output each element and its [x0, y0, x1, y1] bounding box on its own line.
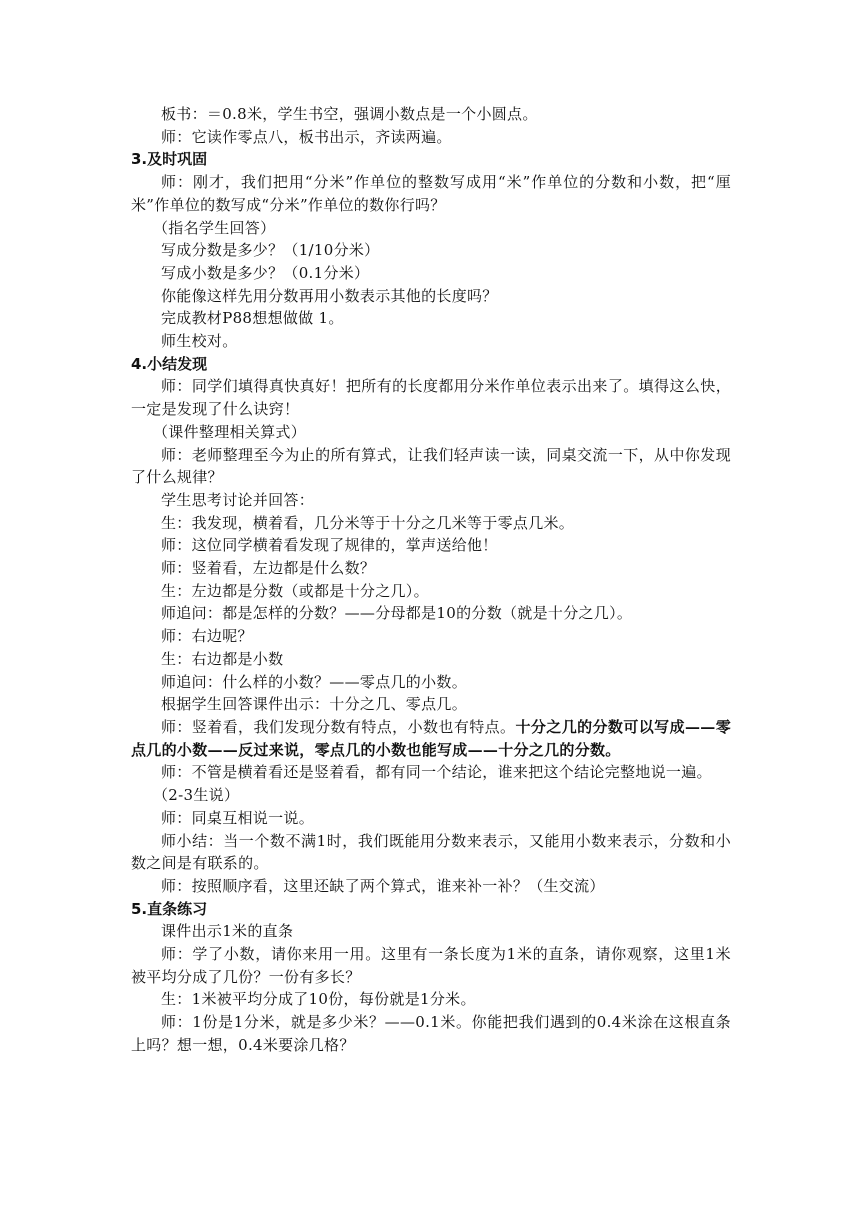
student-line: 生：左边都是分数（或都是十分之几）。	[161, 581, 429, 600]
exercise-line: 完成教材P88想想做做 1。	[161, 309, 344, 328]
board-writing-line: 板书：＝0.8米，学生书空，强调小数点是一个小圆点。	[161, 105, 538, 123]
question-line: 写成小数是多少？（0.1分米）	[161, 263, 370, 282]
section-heading-3: 3.及时巩固	[131, 150, 208, 169]
teacher-line: 师：按照顺序看，这里还缺了两个算式，谁来补一补？（生交流）	[161, 876, 605, 895]
student-line: 生：1米被平均分成了10份，每份就是1分米。	[161, 990, 476, 1009]
teacher-paragraph: 师：1份是1分米，就是多少米？——0.1米。你能把我们遇到的0.4米涂在这根直条上吗？想一想，0.4米要涂几格？	[131, 1013, 731, 1054]
section-heading-5: 5.直条练习	[131, 899, 208, 918]
teacher-line: 师：右边呢？	[161, 627, 253, 646]
student-line: 生：右边都是小数	[161, 649, 284, 668]
conclusion-bold: 十分之几的分数可以写成——零点几的小数——反过来说，零点几的小数也能写成——十分之几的分数。	[131, 717, 732, 759]
note-line: （指名学生回答）	[153, 218, 276, 237]
teacher-paragraph: 师：老师整理至今为止的所有算式，让我们轻声读一读，同桌交流一下，从中你发现了什么规律？	[131, 445, 731, 487]
teacher-line: 师：竖着看，左边都是什么数？	[161, 559, 376, 578]
teacher-line: 师：这位同学横着看发现了规律的，掌声送给他！	[161, 536, 498, 555]
courseware-line: 根据学生回答课件出示：十分之几、零点几。	[161, 695, 468, 714]
summary-paragraph: 师小结：当一个数不满1时，我们既能用分数来表示，又能用小数来表示，分数和小数之间是有联系的。	[131, 831, 731, 873]
teacher-line: 师追问：什么样的小数？——零点几的小数。	[161, 672, 468, 691]
teacher-paragraph: 师：同学们填得真快真好！把所有的长度都用分米作单位表示出来了。填得这么快，一定是发现了什么诀窍！	[131, 377, 731, 419]
teacher-paragraph: 师：不管是横着看还是竖着看，都有同一个结论，谁来把这个结论完整地说一遍。	[161, 763, 712, 782]
teacher-paragraph: 师：刚才，我们把用“分米”作单位的整数写成用“米”作单位的分数和小数，把“厘米”作单位的数写成“分米”作单位的数你行吗？	[131, 173, 731, 214]
section-heading-4: 4.小结发现	[131, 354, 208, 373]
document-page	[131, 103, 731, 1057]
student-line: 生：我发现，横着看，几分米等于十分之几米等于零点几米。	[161, 513, 575, 532]
teacher-line: 师：它读作零点八，板书出示，齐读两遍。	[161, 127, 452, 146]
note-line: （课件整理相关算式）	[153, 422, 307, 441]
teacher-line: 师追问：都是怎样的分数？——分母都是10的分数（就是十分之几）。	[161, 604, 633, 623]
conclusion-paragraph	[131, 716, 731, 761]
teacher-paragraph: 师：学了小数，请你来用一用。这里有一条长度为1米的直条，请你观察，这里1米被平均分成了几份？一份有多长？	[131, 945, 731, 986]
teacher-line: 师：同桌互相说一说。	[161, 808, 315, 827]
conclusion-intro: 师：竖着看，我们发现分数有特点，小数也有特点。	[161, 717, 516, 736]
question-line: 你能像这样先用分数再用小数表示其他的长度吗？	[161, 286, 498, 305]
student-line: 学生思考讨论并回答：	[161, 490, 315, 509]
courseware-line: 课件出示1米的直条	[161, 922, 294, 941]
check-line: 师生校对。	[161, 332, 238, 351]
note-line: （2-3生说）	[153, 786, 240, 805]
question-line: 写成分数是多少？（1/10分米）	[161, 241, 380, 260]
